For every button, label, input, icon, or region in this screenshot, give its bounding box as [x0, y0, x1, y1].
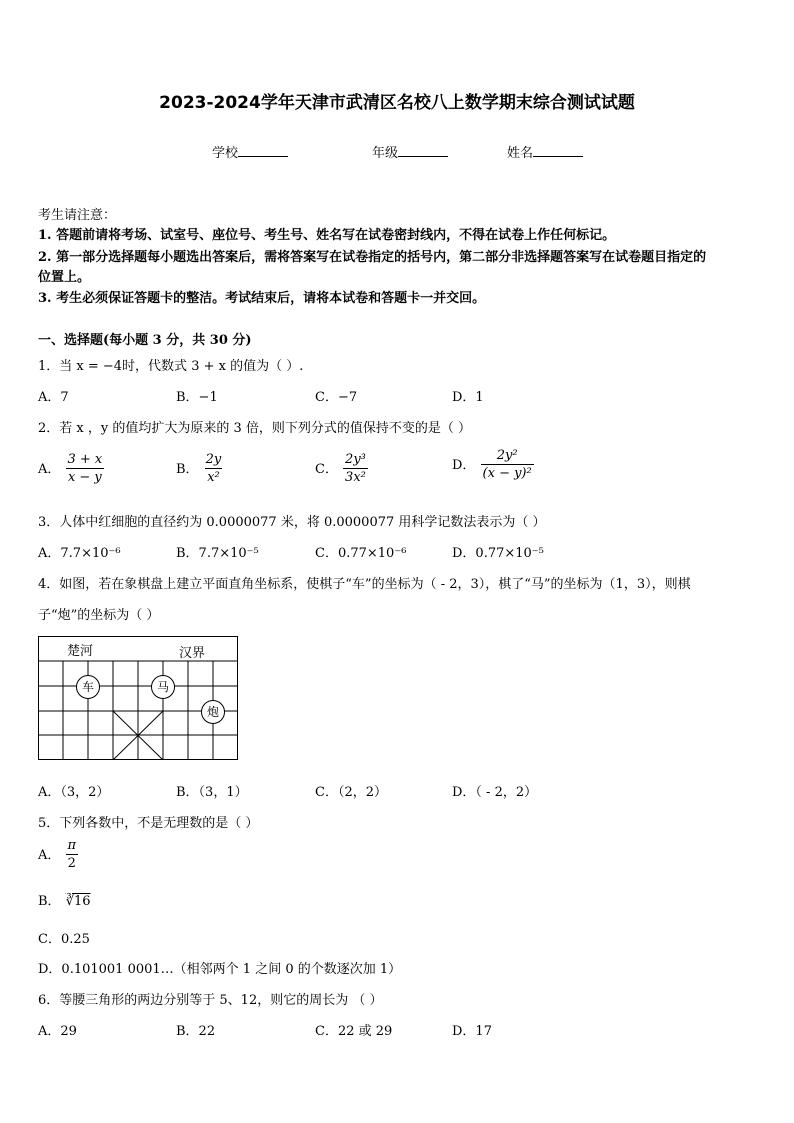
section-heading: 一、选择题(每小题 3 分，共 30 分) [38, 333, 252, 348]
q4-option-a: A．（3，2） [38, 785, 110, 800]
q6-option-c: C．22 或 29 [315, 1024, 393, 1039]
notice-item-2: 2. 第一部分选择题每小题选出答案后，需将答案写在试卷指定的括号内，第二部分非选择题答案写在试卷题目指定的 [38, 250, 707, 265]
q1-option-a: A．7 [38, 390, 69, 405]
q2-option-b [176, 452, 223, 485]
q6-stem: 6．等腰三角形的两边分别等于 5、12，则它的周长为 （ ） [38, 993, 383, 1008]
q2-d-label: D． [452, 458, 476, 473]
q2-c-fraction [343, 452, 368, 485]
notice-item-2-cont: 位置上。 [38, 270, 91, 285]
q5-a-label: A． [38, 848, 61, 863]
q5-option-c: C．0.25 [38, 932, 90, 947]
name-field [507, 142, 583, 161]
q5-option-a [38, 838, 78, 871]
q4-stem-line2: 子“炮”的坐标为（ ） [38, 608, 160, 623]
q2-option-d [452, 448, 534, 481]
school-field [212, 142, 288, 161]
q4-stem-line1: 4．如图，若在象棋盘上建立平面直角坐标系，使棋子“车”的坐标为（ - 2，3），棋了“马”的坐标为（1，3），则棋 [38, 577, 691, 592]
q5-b-radical: ∛16 [65, 894, 91, 909]
q5-option-b [38, 890, 90, 909]
chess-piece-pao: 炮 [201, 700, 225, 724]
q1-stem: 1．当 x = −4时，代数式 3 + x 的值为（ ）. [38, 359, 304, 374]
q2-a-numerator: 3 + x [67, 452, 103, 467]
q6-option-b: B．22 [176, 1024, 216, 1039]
q3-stem: 3．人体中红细胞的直径约为 0.0000077 米，将 0.0000077 用科学记数法表示为（ ） [38, 515, 546, 530]
q2-stem: 2．若 x ，y 的值均扩大为原来的 3 倍，则下列分式的值保持不变的是（ ） [38, 421, 472, 436]
q3-option-b: B．7.7×10⁻⁵ [176, 546, 259, 561]
grade-field [372, 142, 448, 161]
q2-c-label: C． [315, 462, 338, 477]
name-blank [533, 144, 583, 157]
q4-option-c: C．（2，2） [315, 785, 387, 800]
river-label-left: 楚河 [67, 644, 94, 659]
q4-option-d: D．（ - 2，2） [452, 785, 538, 800]
q2-c-denominator: 3x² [345, 470, 366, 485]
school-label: 学校 [212, 146, 239, 161]
q2-option-a [38, 452, 104, 485]
q2-b-fraction [204, 452, 224, 485]
notice-heading: 考生请注意： [38, 208, 117, 223]
q2-a-label: A． [38, 462, 61, 477]
q5-a-numerator: π [67, 838, 77, 853]
q2-a-denominator: x − y [67, 470, 102, 485]
q5-a-denominator: 2 [67, 856, 76, 871]
grade-blank [398, 144, 448, 157]
q2-c-numerator: 2y³ [345, 452, 366, 467]
q1-option-c: C．−7 [315, 390, 358, 405]
school-blank [238, 144, 288, 157]
q2-d-fraction [481, 448, 534, 481]
q6-option-d: D．17 [452, 1024, 492, 1039]
q6-option-a: A．29 [38, 1024, 77, 1039]
q2-b-denominator: x² [207, 470, 220, 485]
chess-piece-che: 车 [76, 675, 100, 699]
notice-item-1: 1. 答题前请将考场、试室号、座位号、考生号、姓名写在试卷密封线内，不得在试卷上作任何标记。 [38, 228, 616, 243]
q2-d-numerator: 2y² [496, 448, 518, 463]
q5-option-d: D．0.101001 0001…（相邻两个 1 之间 0 的个数逐次加 1） [38, 962, 402, 977]
chess-board-figure [38, 636, 238, 760]
q5-stem: 5．下列各数中，不是无理数的是（ ） [38, 816, 259, 831]
q2-a-fraction [65, 452, 104, 485]
q4-option-b: B．（3，1） [176, 785, 248, 800]
grade-label: 年级 [372, 146, 399, 161]
q2-b-numerator: 2y [205, 452, 222, 467]
q3-option-d: D．0.77×10⁻⁵ [452, 546, 544, 561]
q2-d-denominator: (x − y)² [482, 466, 532, 481]
river-label-right: 汉界 [179, 646, 206, 661]
q1-option-d: D．1 [452, 390, 484, 405]
q2-option-c [315, 452, 368, 485]
q5-b-label: B． [38, 894, 61, 909]
notice-item-3: 3. 考生必须保证答题卡的整洁。考试结束后，请将本试卷和答题卡一并交回。 [38, 291, 486, 306]
page-title: 2023-2024学年天津市武清区名校八上数学期末综合测试试题 [159, 93, 635, 113]
q3-option-c: C．0.77×10⁻⁶ [315, 546, 407, 561]
name-label: 姓名 [507, 146, 534, 161]
q3-option-a: A．7.7×10⁻⁶ [38, 546, 121, 561]
q1-option-b: B．−1 [176, 390, 218, 405]
chess-piece-ma: 马 [151, 675, 175, 699]
q5-a-fraction [65, 838, 78, 871]
q2-b-label: B． [176, 462, 199, 477]
